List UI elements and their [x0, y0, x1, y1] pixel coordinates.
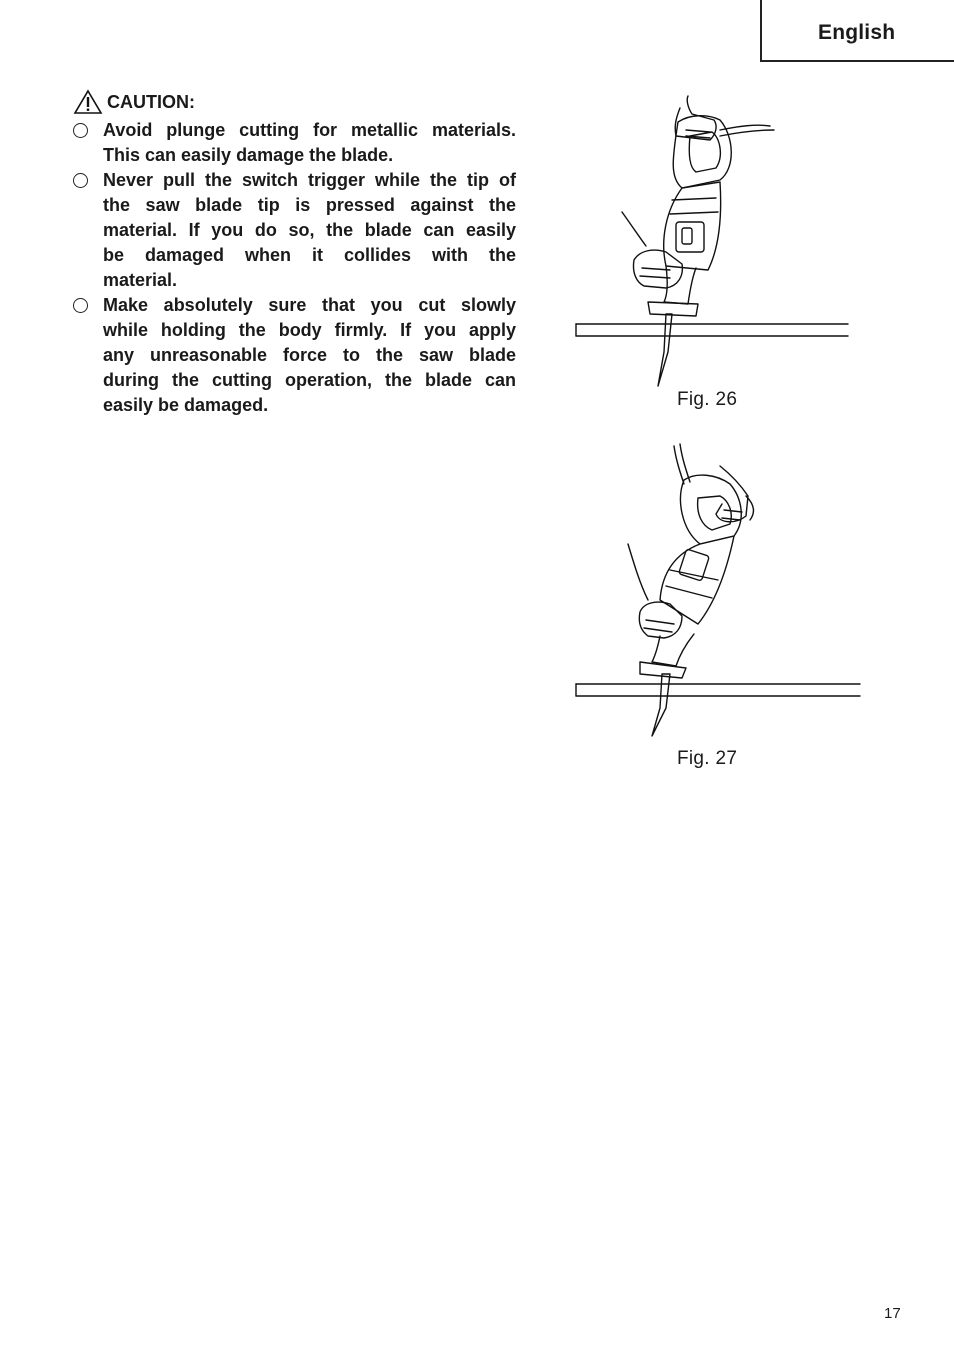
caution-line: during the cutting operation, the blade can [103, 370, 516, 390]
caution-line: Never pull the switch trigger while the tip of [103, 170, 516, 190]
caution-item [72, 293, 516, 418]
figure-26-illustration [570, 90, 860, 390]
circle-bullet-icon [73, 173, 88, 188]
caution-item [72, 168, 516, 293]
caution-heading [73, 89, 195, 115]
figure-27-illustration [570, 440, 862, 740]
page-number: 17 [884, 1305, 901, 1322]
caution-line: Make absolutely sure that you cut slowly [103, 295, 516, 315]
warning-triangle-icon [73, 89, 103, 115]
caution-line: This can easily damage the blade. [103, 145, 394, 165]
circle-bullet-icon [73, 298, 88, 313]
caution-line: be damaged when it collides with the [103, 245, 516, 265]
circle-bullet-icon [73, 123, 88, 138]
caution-line: while holding the body firmly. If you apply [103, 320, 516, 340]
caution-line: the saw blade tip is pressed against the [103, 195, 516, 215]
caution-title: CAUTION: [107, 91, 195, 112]
caution-list [72, 118, 516, 418]
caution-line: material. If you do so, the blade can easily [103, 220, 516, 240]
caution-line: any unreasonable force to the saw blade [103, 345, 516, 365]
caution-line: easily be damaged. [103, 395, 269, 415]
figure-27-caption: Fig. 27 [677, 748, 738, 769]
language-label: English [818, 21, 896, 44]
language-tab [760, 0, 954, 62]
figure-26-caption: Fig. 26 [677, 389, 738, 410]
caution-line: Avoid plunge cutting for metallic materials. [103, 120, 516, 140]
caution-line: material. [103, 270, 178, 290]
caution-item [72, 118, 516, 168]
